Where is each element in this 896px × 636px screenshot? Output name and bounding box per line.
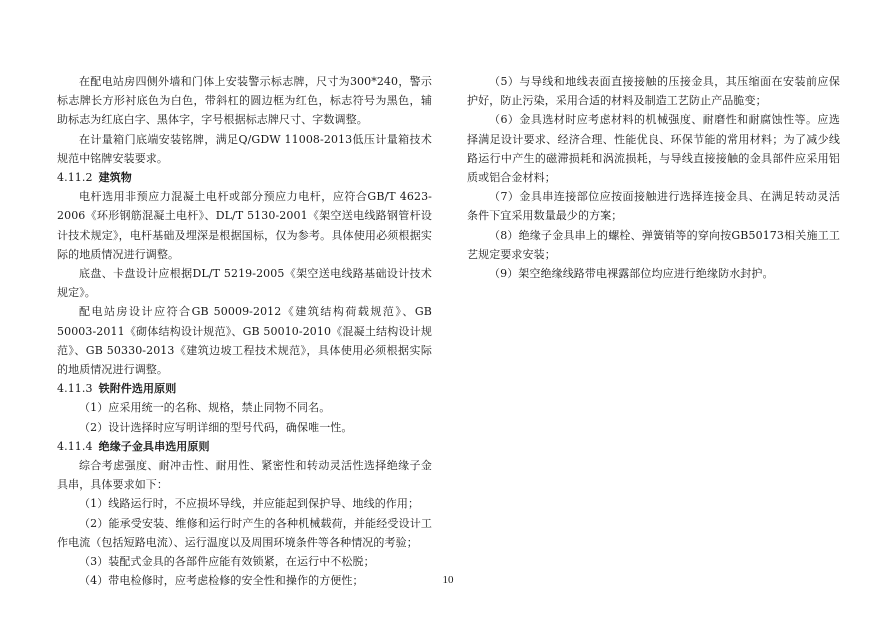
paragraph: 综合考虑强度、耐冲击性、耐用性、紧密性和转动灵活性选择绝缘子金具串，具体要求如下： [57,459,432,492]
section-heading [57,437,432,456]
left-column [57,72,432,590]
list-item: （9）架空绝缘线路带电裸露部位均应进行绝缘防水封护。 [489,267,774,281]
paragraph: 配电站房设计应符合GB 50009-2012《建筑结构荷载规范》、GB 50003-2011《砌体结构设计规范》、GB 50010-2010《混凝土结构设计规范》、GB 50330-2013《建筑边坡工程技术规范》，具体使用必须根据实际的地质情况进行调整。 [57,305,432,377]
list-item: （4）带电检修时，应考虑检修的安全性和操作的方便性； [79,574,364,588]
section-number: 4.11.2 [57,171,93,185]
list-item: （3）装配式金具的各部件应能有效锁紧，在运行中不松脱； [79,555,375,569]
paragraph: 电杆选用非预应力混凝土电杆或部分预应力电杆，应符合GB/T 4623-2006《环形钢筋混凝土电杆》、DL/T 5130-2001《架空送电线路钢管杆设计技术规定》，电杆基础及埋深是根据国标，仅为参考。具体使用必须根据实际的地质情况进行调整。 [57,190,432,261]
section-heading [57,379,432,398]
section-number: 4.11.3 [57,382,93,396]
list-item: （2）设计选择时应写明详细的型号代码，确保唯一性。 [79,420,353,434]
right-column [467,72,840,283]
page-number: 10 [442,574,454,586]
section-number: 4.11.4 [57,439,93,453]
section-heading [57,168,432,187]
paragraph: 底盘、卡盘设计应根据DL/T 5219-2005《架空送电线路基础设计技术规定》。 [57,267,432,300]
list-item: （1）应采用统一的名称、规格，禁止同物不同名。 [79,401,331,415]
paragraph: 在配电站房四侧外墙和门体上安装警示标志牌，尺寸为300*240，警示标志牌长方形衬底色为白色，带斜杠的圆边框为红色，标志符号为黑色，辅助标志为红底白字、黑体字，字号根据标志牌尺寸、字数调整。 [57,75,432,127]
section-title: 绝缘子金具串选用原则 [98,439,210,453]
section-title: 建筑物 [98,171,132,185]
list-item: （6）金具选材时应考虑材料的机械强度、耐磨性和耐腐蚀性等。应选择满足设计要求、经济合理、性能优良、环保节能的常用材料；为了减少线路运行中产生的磁滞损耗和涡流损耗，与导线直接接触的金具部件应采用铝质或铝合金材料； [467,113,840,185]
list-item: （2）能承受安装、维修和运行时产生的各种机械载荷，并能经受设计工作电流（包括短路电流）、运行温度以及周围环境条件等各种情况的考验； [57,516,432,549]
list-item: （7）金具串连接部位应按面接触进行选择连接金具、在满足转动灵活条件下宜采用数量最少的方案； [467,190,840,223]
paragraph: 在计量箱门底端安装铭牌，满足Q/GDW 11008-2013低压计量箱技术规范中铭牌安装要求。 [57,132,432,165]
list-item: （5）与导线和地线表面直接接触的压接金具，其压缩面在安装前应保护好，防止污染，采用合适的材料及制造工艺防止产品脆变； [467,75,840,108]
list-item: （8）绝缘子金具串上的螺栓、弹簧销等的穿向按GB50173相关施工工艺规定要求安装； [467,228,840,261]
list-item: （1）线路运行时，不应损坏导线，并应能起到保护导、地线的作用； [79,497,420,511]
section-title: 铁附件选用原则 [98,382,177,396]
